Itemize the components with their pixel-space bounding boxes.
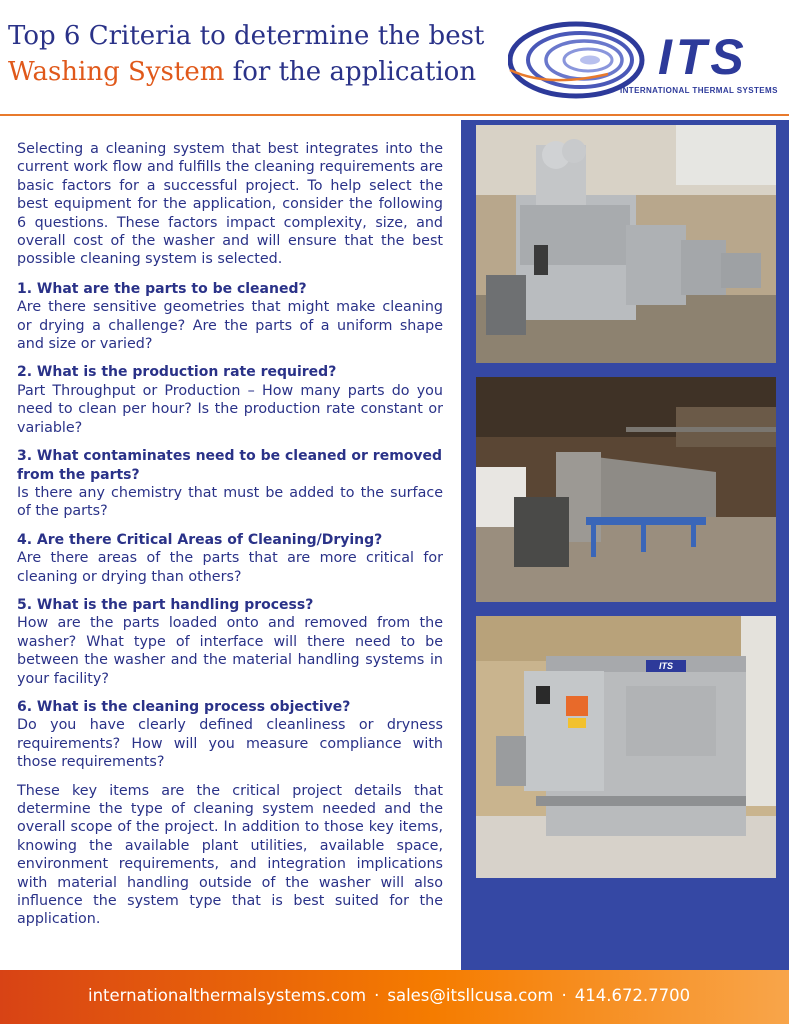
separator-dot: · (374, 986, 380, 1005)
phone-number[interactable]: 414.672.7700 (574, 986, 691, 1005)
question-heading: 1. What are the parts to be cleaned? (17, 280, 307, 297)
question-body: Are there areas of the parts that are more critical for cleaning or drying than others? (17, 550, 443, 585)
closing-paragraph: These key items are the critical project details that determine the type of cleaning system needed and the overall scope of the project. In addition to those key items, knowing the available plant utilities, available space, environment requirements, and integration implications with material handling outside of the washer will also influence the system type that is best suited for the application. (17, 782, 443, 928)
question-heading: 5. What is the part handling process? (17, 596, 314, 613)
page-title-line-2 (8, 56, 476, 88)
question-body: Do you have clearly defined cleanliness or dryness requirements? How will you measure compliance with those requirements? (17, 717, 443, 771)
washer-photo-2 (476, 377, 776, 602)
question-body: Is there any chemistry that must be added to the surface of the parts? (17, 484, 443, 520)
question-heading: 2. What is the production rate required? (17, 364, 337, 381)
washer-photo-3 (476, 616, 776, 878)
question-body: Part Throughput or Production – How many parts do you need to clean per hour? Is the production rate constant or variable? (17, 382, 443, 436)
question-2 (17, 363, 443, 437)
title-rest-text: for the application (224, 57, 477, 87)
conveyor-washer-illustration (476, 377, 776, 602)
title-accent-text: Washing System (8, 57, 225, 87)
its-logo (508, 18, 778, 102)
logo-subtitle: INTERNATIONAL THERMAL SYSTEMS (620, 86, 778, 95)
header-divider (0, 114, 789, 116)
cabinet-washer-illustration (476, 616, 776, 878)
photo-sidebar (461, 120, 789, 970)
washer-photo-1 (476, 125, 776, 363)
question-5 (17, 596, 443, 688)
website-link[interactable]: internationalthermalsystems.com (88, 986, 367, 1005)
question-heading: 3. What contaminates need to be cleaned or removed from the parts? (17, 448, 443, 483)
question-3 (17, 447, 443, 521)
email-link[interactable]: sales@itsllcusa.com (387, 986, 554, 1005)
question-1 (17, 280, 443, 354)
page-footer (0, 970, 789, 1024)
question-6 (17, 698, 443, 772)
contact-line (88, 986, 690, 1005)
question-heading: 4. Are there Critical Areas of Cleaning/Drying? (17, 531, 383, 548)
main-content (17, 140, 443, 929)
question-4 (17, 531, 443, 586)
intro-paragraph: Selecting a cleaning system that best integrates into the current work flow and fulfills the cleaning requirements are basic factors for a successful project. To help select the best equipment for the application, consider the following 6 questions. These factors impact complexity, size, and overall cost of the washer and will ensure that the best possible cleaning system is selected. (17, 141, 443, 268)
question-body: Are there sensitive geometries that might make cleaning or drying a challenge? Are the parts of a uniform shape and size or varied? (17, 299, 443, 353)
separator-dot: · (561, 986, 567, 1005)
industrial-washer-illustration (476, 125, 776, 363)
question-body: How are the parts loaded onto and removed from the washer? What type of interface will there need to be between the washer and the material handling systems in your facility? (17, 615, 443, 687)
question-heading: 6. What is the cleaning process objective? (17, 698, 351, 715)
logo-wordmark: ITS (658, 29, 748, 85)
machine-logo-text: ITS (658, 661, 674, 671)
page-header (0, 0, 789, 118)
page-title-line-1: Top 6 Criteria to determine the best (8, 21, 485, 51)
